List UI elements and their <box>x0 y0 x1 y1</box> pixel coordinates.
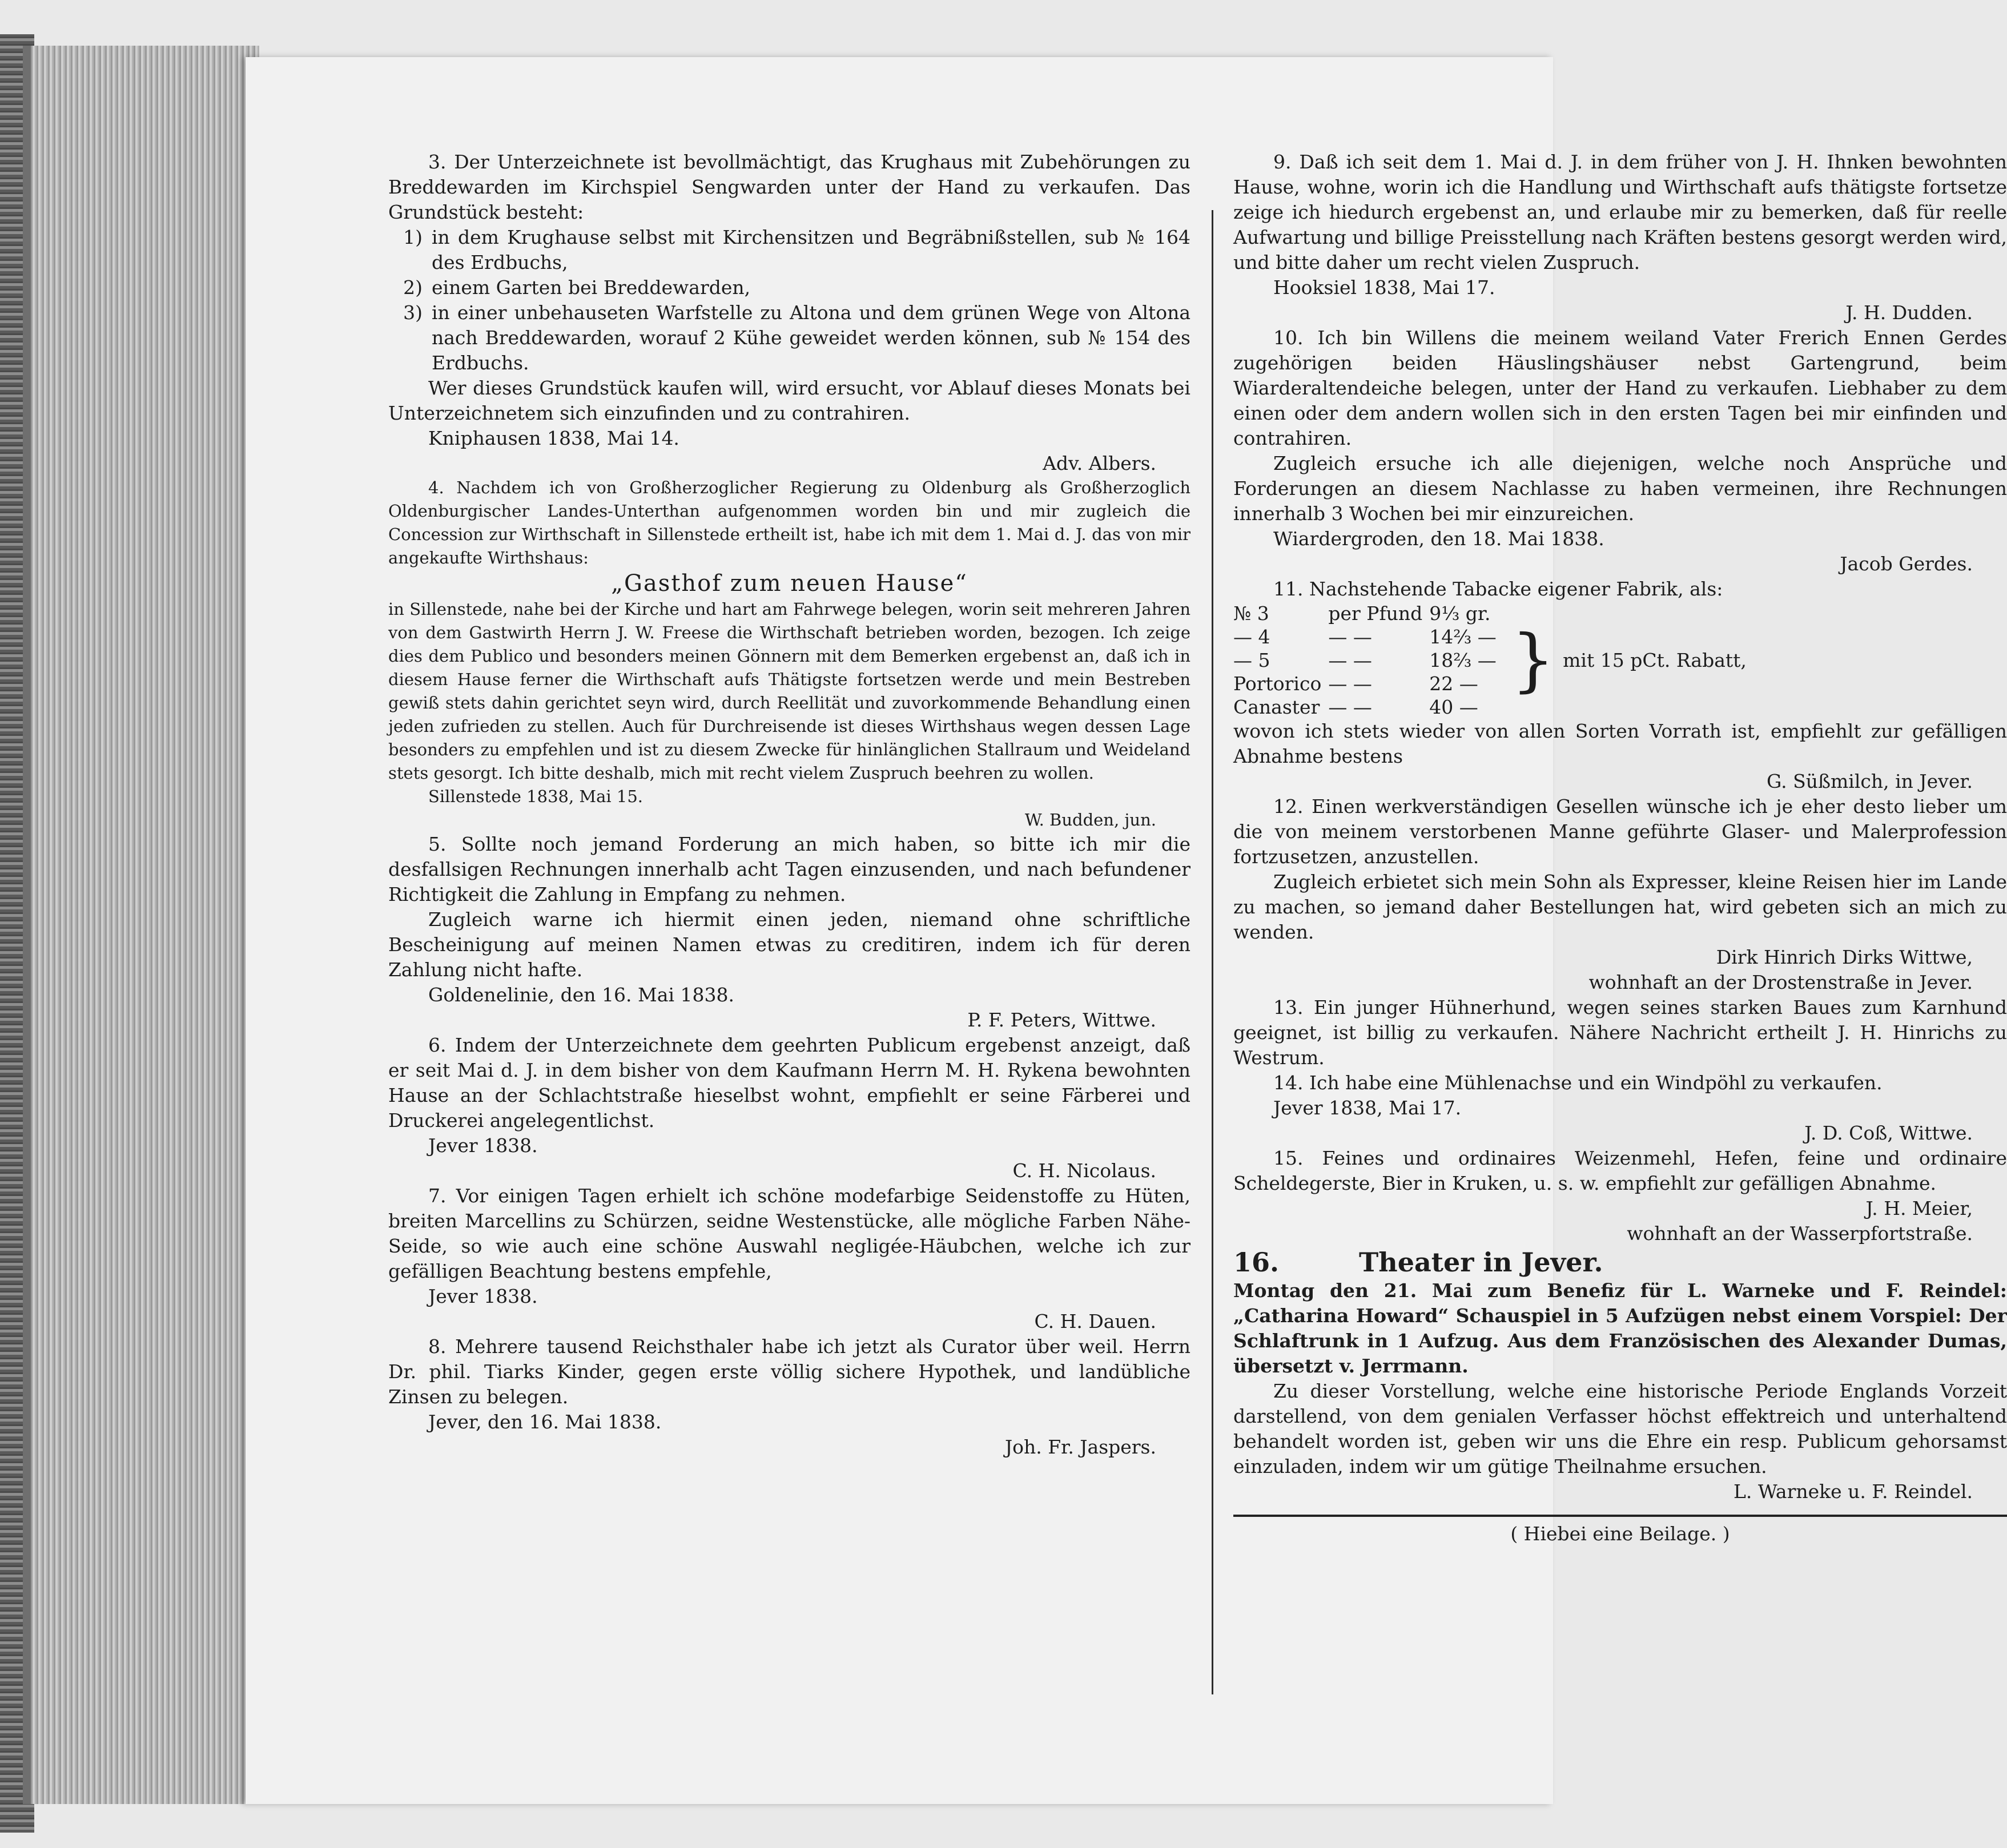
end-rule <box>1233 1515 2007 1517</box>
notice-signature: W. Budden, jun. <box>1024 810 1156 830</box>
table-row: — 5 — — 18⅔ — <box>1233 649 1497 671</box>
notice-signature: P. F. Peters, Wittwe. <box>967 1009 1156 1031</box>
notice-text: Montag den 21. Mai zum Benefiz für L. Warneke und F. Reindel: „Catharina Howard“ Schauspiel in 5 Aufzügen nebst einem Vorspiel: Der Schlaftrunk in 1 Aufzug. Aus dem Französischen des Alexander Dumas, übersetzt v. Jerrmann. <box>1233 1279 2007 1377</box>
list-item: 1) in dem Krughause selbst mit Kirchensitzen und Begräbnißstellen, sub № 164 des Erdbuchs, <box>403 226 1190 273</box>
notice-text: 11. Nachstehende Tabacke eigener Fabrik, als: <box>1273 578 1723 600</box>
inn-name: „Gasthof zum neuen Hause“ <box>611 570 968 597</box>
notice-date: Jever 1838, Mai 17. <box>1273 1097 1462 1119</box>
notice-date: Goldenelinie, den 16. Mai 1838. <box>428 984 734 1006</box>
notice-13 <box>1233 995 2007 1070</box>
notice-text: 12. Einen werkverständigen Gesellen wünsche ich je eher desto lieber um die von meinem verstorbenen Manne geführte Glaser- und Malerprofession fortzusetzen, anzustellen. <box>1233 795 2007 868</box>
table-row: — 4 — — 14⅔ — <box>1233 626 1497 648</box>
notice-7 <box>388 1183 1190 1334</box>
right-column <box>1233 150 2007 1691</box>
discount-note: mit 15 pCt. Rabatt, <box>1563 649 1747 671</box>
notice-date: Wiardergroden, den 18. Mai 1838. <box>1273 528 1604 550</box>
page-stack-edge <box>23 46 259 1804</box>
theater-title: Theater in Jever. <box>1359 1247 1603 1278</box>
tobacco-price-list <box>1233 602 2007 719</box>
notice-text: 3. Der Unterzeichnete ist bevollmächtigt, das Krughaus mit Zubehörungen zu Breddewarden im Kirchspiel Sengwarden unter der Hand zu verkaufen. Das Grundstück besteht: <box>388 151 1190 223</box>
supplement-note: ( Hiebei eine Beilage. ) <box>1510 1523 1730 1545</box>
notice-date: Sillenstede 1838, Mai 15. <box>428 787 643 806</box>
notice-text: Zu dieser Vorstellung, welche eine historische Periode Englands Vorzeit darstellend, von dem genialen Verfasser höchst effektreich und unterhaltend behandelt worden ist, geben wir uns die Ehre ein resp. Publicum gehorsamst einzuladen, indem wir um gütige Theilnahme ersuchen. <box>1233 1380 2007 1477</box>
notice-text: 14. Ich habe eine Mühlenachse und ein Windpöhl zu verkaufen. <box>1273 1072 1883 1094</box>
notice-text: Zugleich warne ich hiermit einen jeden, niemand ohne schriftliche Bescheinigung auf meinen Namen etwas zu creditiren, indem ich für deren Zahlung nicht hafte. <box>388 908 1190 981</box>
notice-text: 6. Indem der Unterzeichnete dem geehrten Publicum ergebenst anzeigt, daß er seit Mai d. J. in dem bisher von dem Kaufmann Herrn M. H. Rykena bewohnten Hause an der Schlachtstraße hieselbst wohnt, empfiehlt er seine Färberei und Druckerei angelegentlichst. <box>388 1034 1190 1132</box>
table-row: Canaster — — 40 — <box>1233 696 1478 718</box>
notice-signature: Adv. Albers. <box>1043 452 1156 474</box>
notice-signature: J. D. Coß, Wittwe. <box>1804 1122 1973 1144</box>
notice-text: 8. Mehrere tausend Reichsthaler habe ich jetzt als Curator über weil. Herrn Dr. phil. Tiarks Kinder, gegen erste völlig sichere Hypothek, und landübliche Zinsen zu belegen. <box>388 1335 1190 1408</box>
notice-signature: J. H. Dudden. <box>1845 301 1973 324</box>
notice-text: Zugleich ersuche ich alle diejenigen, welche noch Ansprüche und Forderungen an diesem Nachlasse zu haben vermeinen, ihre Rechnungen innerhalb 3 Wochen bei mir einzureichen. <box>1233 452 2007 525</box>
notice-text: 15. Feines und ordinaires Weizenmehl, Hefen, feine und ordinaire Scheldegerste, Bier in Kruken, u. s. w. empfiehlt zur gefälligen Abnahme. <box>1233 1147 2007 1194</box>
list-item: 3) in einer unbehauseten Warfstelle zu Altona und dem grünen Wege von Altona nach Breddewarden, worauf 2 Kühe geweidet werden können, sub № 154 des Erdbuchs. <box>403 301 1190 374</box>
notice-5 <box>388 832 1190 1033</box>
notice-signature: C. H. Nicolaus. <box>1012 1159 1156 1182</box>
notice-11 <box>1233 577 2007 794</box>
notice-8 <box>388 1334 1190 1460</box>
theater-heading <box>1233 1246 2007 1278</box>
notice-12 <box>1233 794 2007 995</box>
table-row: Portorico — — 22 — <box>1233 673 1478 695</box>
notice-text: 4. Nachdem ich von Großherzoglicher Regierung zu Oldenburg als Großherzoglich Oldenburgischer Landes-Unterthan aufgenommen worden bin und mir zugleich die Concession zur Wirthschaft in Sillenstede ertheilt ist, habe ich mit dem 1. Mai d. J. das von mir angekaufte Wirthshaus: <box>388 478 1190 567</box>
notice-signature: Joh. Fr. Jaspers. <box>1004 1436 1156 1458</box>
notice-signature-address: wohnhaft an der Wasserpfortstraße. <box>1627 1222 1973 1245</box>
notice-date: Hooksiel 1838, Mai 17. <box>1273 276 1495 299</box>
notice-text: 9. Daß ich seit dem 1. Mai d. J. in dem früher von J. H. Ihnken bewohnten Hause, wohne, worin ich die Handlung und Wirthschaft aufs thätigste fortsetze zeige ich hiedurch ergebenst an, und erlaube mir zu bemerken, daß für reelle Aufwartung und billige Preisstellung nach Kräften bestens gesorgt werden wird, und bitte daher um recht vielen Zuspruch. <box>1233 151 2007 273</box>
notice-9 <box>1233 150 2007 325</box>
notice-date: Jever 1838. <box>428 1134 538 1157</box>
notice-text: Zugleich erbietet sich mein Sohn als Expresser, kleine Reisen hier im Lande zu machen, so jemand daher Bestellungen hat, wird gebeten sich an mich zu wenden. <box>1233 871 2007 943</box>
left-column <box>388 150 1190 1731</box>
notice-date: Jever 1838. <box>428 1285 538 1307</box>
notice-date: Kniphausen 1838, Mai 14. <box>428 427 679 449</box>
notice-10 <box>1233 325 2007 577</box>
notice-text: Wer dieses Grundstück kaufen will, wird ersucht, vor Ablauf dieses Monats bei Unterzeichnetem sich einzufinden und zu contrahiren. <box>388 377 1190 424</box>
notice-signature: L. Warneke u. F. Reindel. <box>1733 1480 1973 1503</box>
notice-16 <box>1233 1246 2007 1504</box>
price-table <box>1233 602 1503 719</box>
table-row: № 3 per Pfund 9⅓ gr. <box>1233 602 1491 625</box>
notice-text: 13. Ein junger Hühnerhund, wegen seines starken Baues zum Karnhund geeignet, ist billig zu verkaufen. Nähere Nachricht ertheilt J. H. Hinrichs zu Westrum. <box>1233 996 2007 1069</box>
notice-text: 5. Sollte noch jemand Forderung an mich haben, so bitte ich mir die desfallsigen Rechnungen innerhalb acht Tagen einzusenden, und nach befundener Richtigkeit die Zahlung in Empfang zu nehmen. <box>388 833 1190 905</box>
notice-14 <box>1233 1070 2007 1146</box>
notice-6 <box>388 1033 1190 1183</box>
notice-text: 7. Vor einigen Tagen erhielt ich schöne modefarbige Seidenstoffe zu Hüten, breiten Marcellins zu Schürzen, seidne Westenstücke, alle mögliche Farben Nähe-Seide, so wie auch eine schöne Auswahl negligée-Häubchen, welche ich zur gefälligen Beachtung bestens empfehle, <box>388 1185 1190 1282</box>
notice-signature: Jacob Gerdes. <box>1840 553 1973 575</box>
newspaper-page <box>246 57 2007 1804</box>
notice-text: in Sillenstede, nahe bei der Kirche und hart am Fahrwege belegen, worin seit mehreren Jahren von dem Gastwirth Herrn J. W. Freese die Wirthschaft betrieben worden, bezogen. Ich zeige dies dem Publico und besonders meinen Gönnern mit dem Bemerken ergebenst an, daß ich in diesem Hause ferner die Wirthschaft aufs Thätigste fortsetzen werde und mein Bestreben gewiß stets dahin gerichtet seyn wird, durch Reellität und zuvorkommende Behandlung einen jeden zufrieden zu stellen. Auch für Durchreisende ist dieses Wirthshaus wegen dessen Lage besonders zu empfehlen und ist zu diesem Zwecke für hinlänglichen Stallraum und Weideland stets gesorgt. Ich bitte deshalb, mich mit recht vielem Zuspruch beehren zu wollen. <box>388 599 1190 783</box>
notice-date: Jever, den 16. Mai 1838. <box>428 1411 662 1433</box>
notice-3 <box>388 150 1190 476</box>
notice-signature-address: wohnhaft an der Drostenstraße in Jever. <box>1588 971 1973 993</box>
column-divider <box>1212 210 1213 1694</box>
notice-4 <box>388 476 1190 832</box>
notice-number: 16. <box>1233 1247 1280 1278</box>
notice-signature: J. H. Meier, <box>1865 1197 1973 1219</box>
notice-signature: Dirk Hinrich Dirks Wittwe, <box>1716 946 1973 968</box>
notice-text: 10. Ich bin Willens die meinem weiland Vater Frerich Ennen Gerdes zugehörigen beiden Häuslingshäuser nebst Gartengrund, beim Wiarderaltendeiche belegen, unter der Hand zu verkaufen. Liebhaber zu dem einen oder dem andern wollen sich in den ersten Tagen bei mir einfinden und contrahiren. <box>1233 327 2007 449</box>
list-item: 2) einem Garten bei Breddewarden, <box>403 276 751 299</box>
notice-signature: G. Süßmilch, in Jever. <box>1766 770 1973 792</box>
notice-signature: C. H. Dauen. <box>1034 1310 1156 1332</box>
brace-glyph: } <box>1511 620 1555 700</box>
notice-text: wovon ich stets wieder von allen Sorten Vorrath ist, empfiehlt zur gefälligen Abnahme bestens <box>1233 720 2007 767</box>
notice-15 <box>1233 1146 2007 1246</box>
